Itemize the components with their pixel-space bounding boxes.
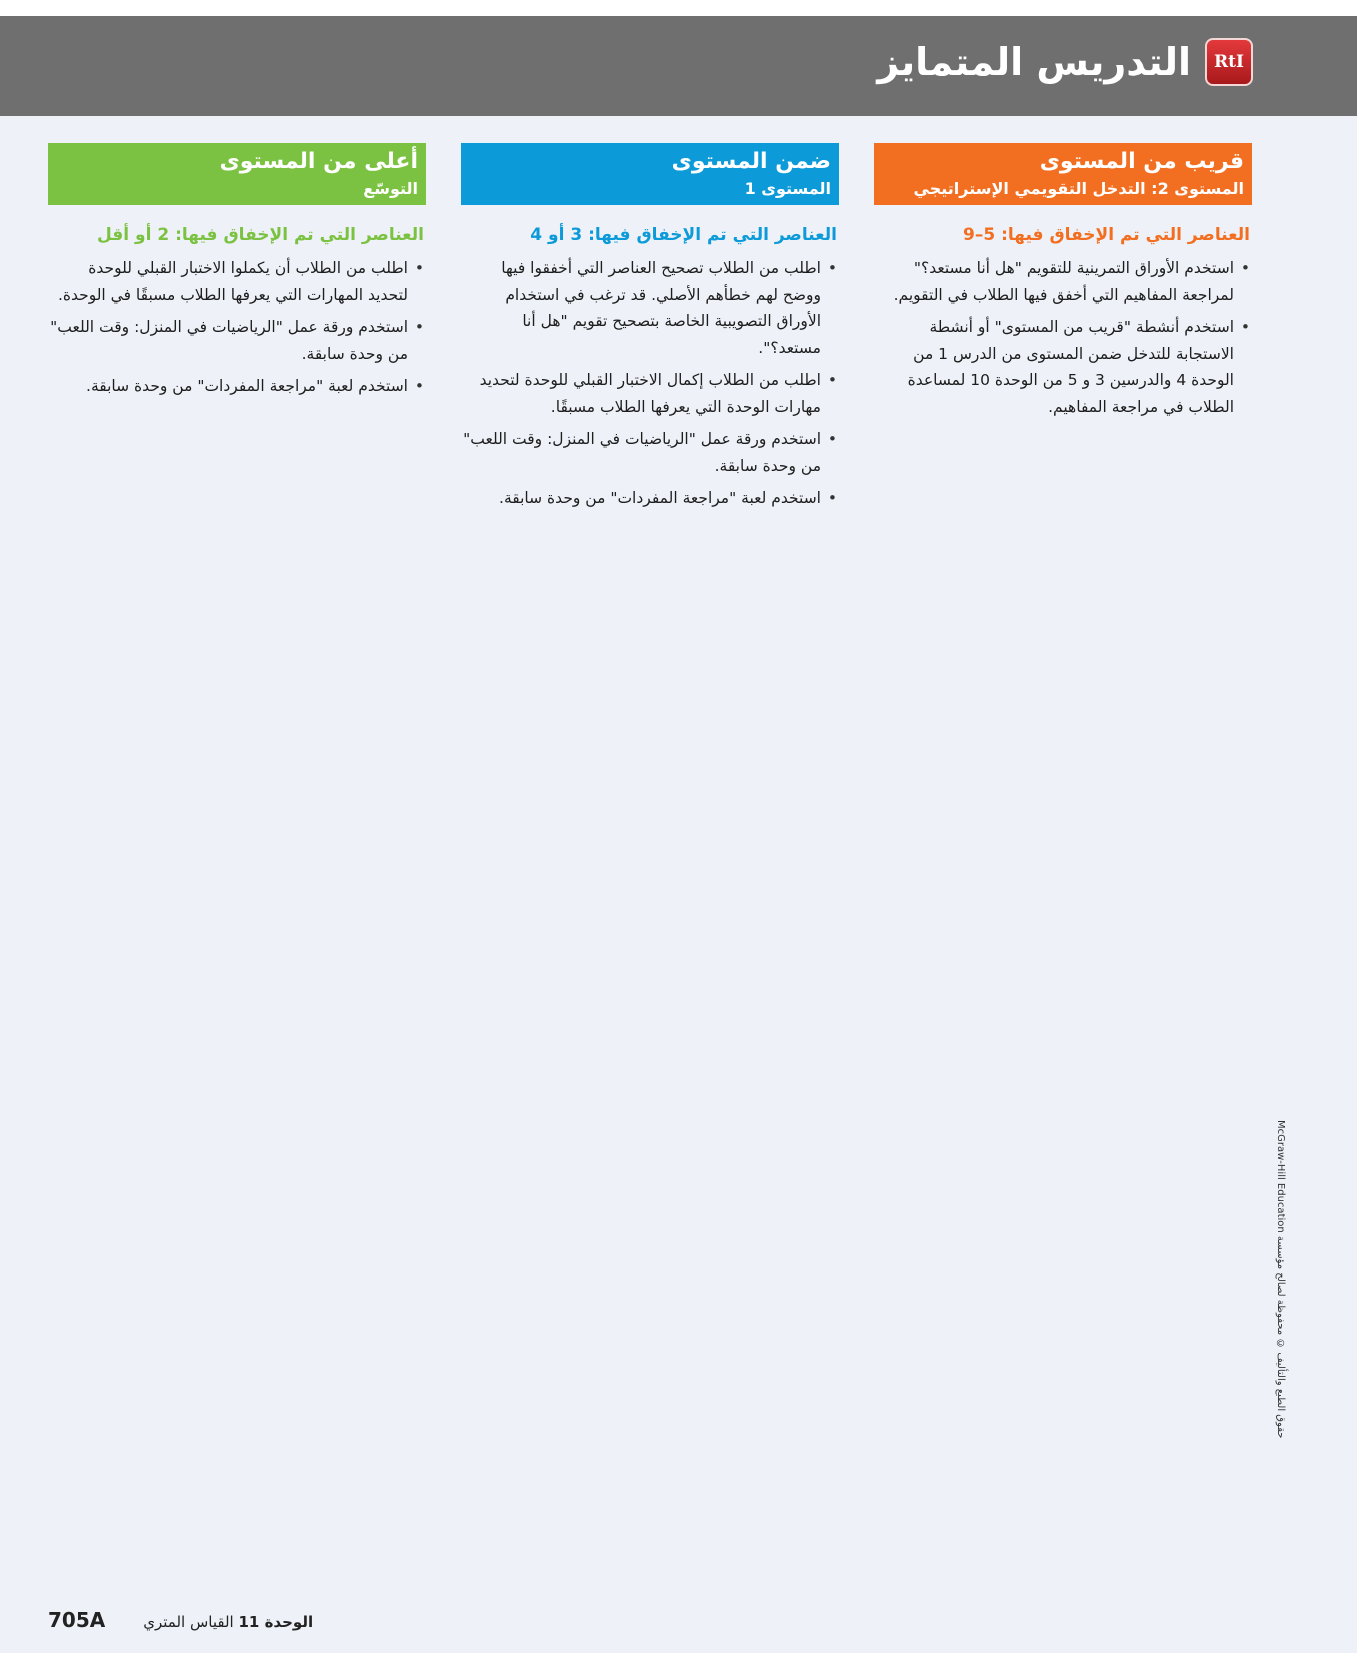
column-approaching-level <box>874 143 1252 426</box>
column-beyond-level <box>48 143 426 406</box>
column-header-on-level <box>461 143 839 205</box>
rti-badge-icon: RtI <box>1205 38 1253 86</box>
column-header-beyond <box>48 143 426 205</box>
strategy-list <box>874 255 1252 420</box>
list-item: • استخدم ورقة عمل "الرياضيات في المنزل: وقت اللعب" من وحدة سابقة. <box>461 426 825 479</box>
list-item: • اطلب من الطلاب إكمال الاختبار القبلي للوحدة لتحديد مهارات الوحدة التي يعرفها الطلاب مسبقًا. <box>461 367 825 420</box>
unit-title: القياس المتري <box>143 1613 234 1631</box>
list-item: • استخدم لعبة "مراجعة المفردات" من وحدة سابقة. <box>461 485 825 512</box>
missed-items-heading: العناصر التي تم الإخفاق فيها: 5–9 <box>962 225 1250 245</box>
list-item: • استخدم ورقة عمل "الرياضيات في المنزل: وقت اللعب" من وحدة سابقة. <box>48 314 412 367</box>
column-header-approaching <box>874 143 1252 205</box>
column-title: ضمن المستوى <box>671 149 831 174</box>
strategy-list <box>461 255 839 512</box>
list-item: • اطلب من الطلاب تصحيح العناصر التي أخفقوا فيها ووضح لهم خطأهم الأصلي. قد ترغب في استخدام الأوراق التصويبية الخاصة بتصحيح تقويم "هل أنا مستعد؟". <box>461 255 825 361</box>
page-title: التدريس المتمايز <box>877 40 1191 84</box>
copyright-note: حقوق الطبع والتأليف © محفوظة لصالح مؤسسة McGraw-Hill Education <box>1275 1120 1286 1439</box>
banner-content <box>877 38 1253 86</box>
list-item: • استخدم لعبة "مراجعة المفردات" من وحدة سابقة. <box>48 373 412 400</box>
page-footer <box>48 1608 313 1632</box>
column-on-level <box>461 143 839 518</box>
column-subtitle: المستوى 1 <box>744 179 831 198</box>
column-title: أعلى من المستوى <box>219 149 418 174</box>
page-number: 705A <box>48 1608 106 1632</box>
unit-label: الوحدة 11 <box>238 1613 314 1631</box>
footer-unit <box>143 1613 313 1631</box>
missed-items-heading: العناصر التي تم الإخفاق فيها: 3 أو 4 <box>530 225 837 245</box>
title-banner <box>0 16 1357 116</box>
list-item: • استخدم أنشطة "قريب من المستوى" أو أنشطة الاستجابة للتدخل ضمن المستوى من الدرس 1 من الوحدة 4 والدرسين 3 و 5 من الوحدة 10 لمساعدة الطلاب في مراجعة المفاهيم. <box>874 314 1238 420</box>
top-strip <box>0 0 1357 16</box>
strategy-list <box>48 255 426 400</box>
column-subtitle: التوسّع <box>363 179 418 198</box>
column-title: قريب من المستوى <box>1039 149 1244 174</box>
column-subtitle: المستوى 2: التدخل التقويمي الإستراتيجي <box>913 179 1244 198</box>
missed-items-heading: العناصر التي تم الإخفاق فيها: 2 أو أقل <box>96 225 424 245</box>
list-item: • اطلب من الطلاب أن يكملوا الاختبار القبلي للوحدة لتحديد المهارات التي يعرفها الطلاب مسبقًا في الوحدة. <box>48 255 412 308</box>
list-item: • استخدم الأوراق التمرينية للتقويم "هل أنا مستعد؟" لمراجعة المفاهيم التي أخفق فيها الطلاب في التقويم. <box>874 255 1238 308</box>
